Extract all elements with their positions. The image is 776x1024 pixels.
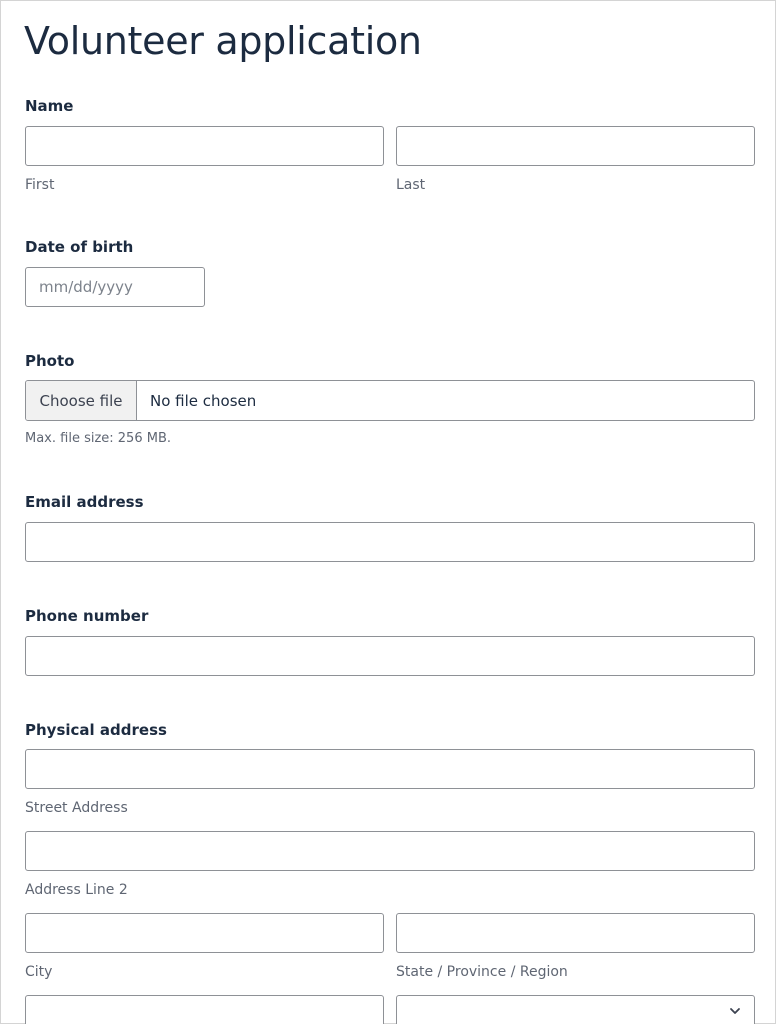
street-address-sublabel: Street Address xyxy=(25,800,128,816)
email-label: Email address xyxy=(25,493,144,511)
city-input[interactable] xyxy=(25,913,384,953)
address-line2-input[interactable] xyxy=(25,831,755,871)
dob-input[interactable] xyxy=(25,267,205,307)
last-name-input[interactable] xyxy=(396,126,755,166)
first-name-sublabel: First xyxy=(25,177,55,193)
state-sublabel: State / Province / Region xyxy=(396,964,568,980)
state-input[interactable] xyxy=(396,913,755,953)
zip-input[interactable] xyxy=(25,995,384,1024)
email-input[interactable] xyxy=(25,522,755,562)
country-select[interactable] xyxy=(396,995,755,1024)
file-status-text: No file chosen xyxy=(150,391,257,410)
city-sublabel: City xyxy=(25,964,53,980)
photo-label: Photo xyxy=(25,352,75,370)
phone-label: Phone number xyxy=(25,607,149,625)
address-line2-sublabel: Address Line 2 xyxy=(25,882,128,898)
street-address-input[interactable] xyxy=(25,749,755,789)
photo-help-text: Max. file size: 256 MB. xyxy=(25,431,172,446)
photo-file-input[interactable] xyxy=(25,380,755,421)
page-title: Volunteer application xyxy=(24,19,422,63)
chevron-down-icon xyxy=(728,1004,742,1018)
dob-label: Date of birth xyxy=(25,238,134,256)
first-name-input[interactable] xyxy=(25,126,384,166)
last-name-sublabel: Last xyxy=(396,177,426,193)
name-label: Name xyxy=(25,97,74,115)
address-label: Physical address xyxy=(25,721,167,739)
choose-file-button[interactable]: Choose file xyxy=(26,381,137,420)
phone-input[interactable] xyxy=(25,636,755,676)
